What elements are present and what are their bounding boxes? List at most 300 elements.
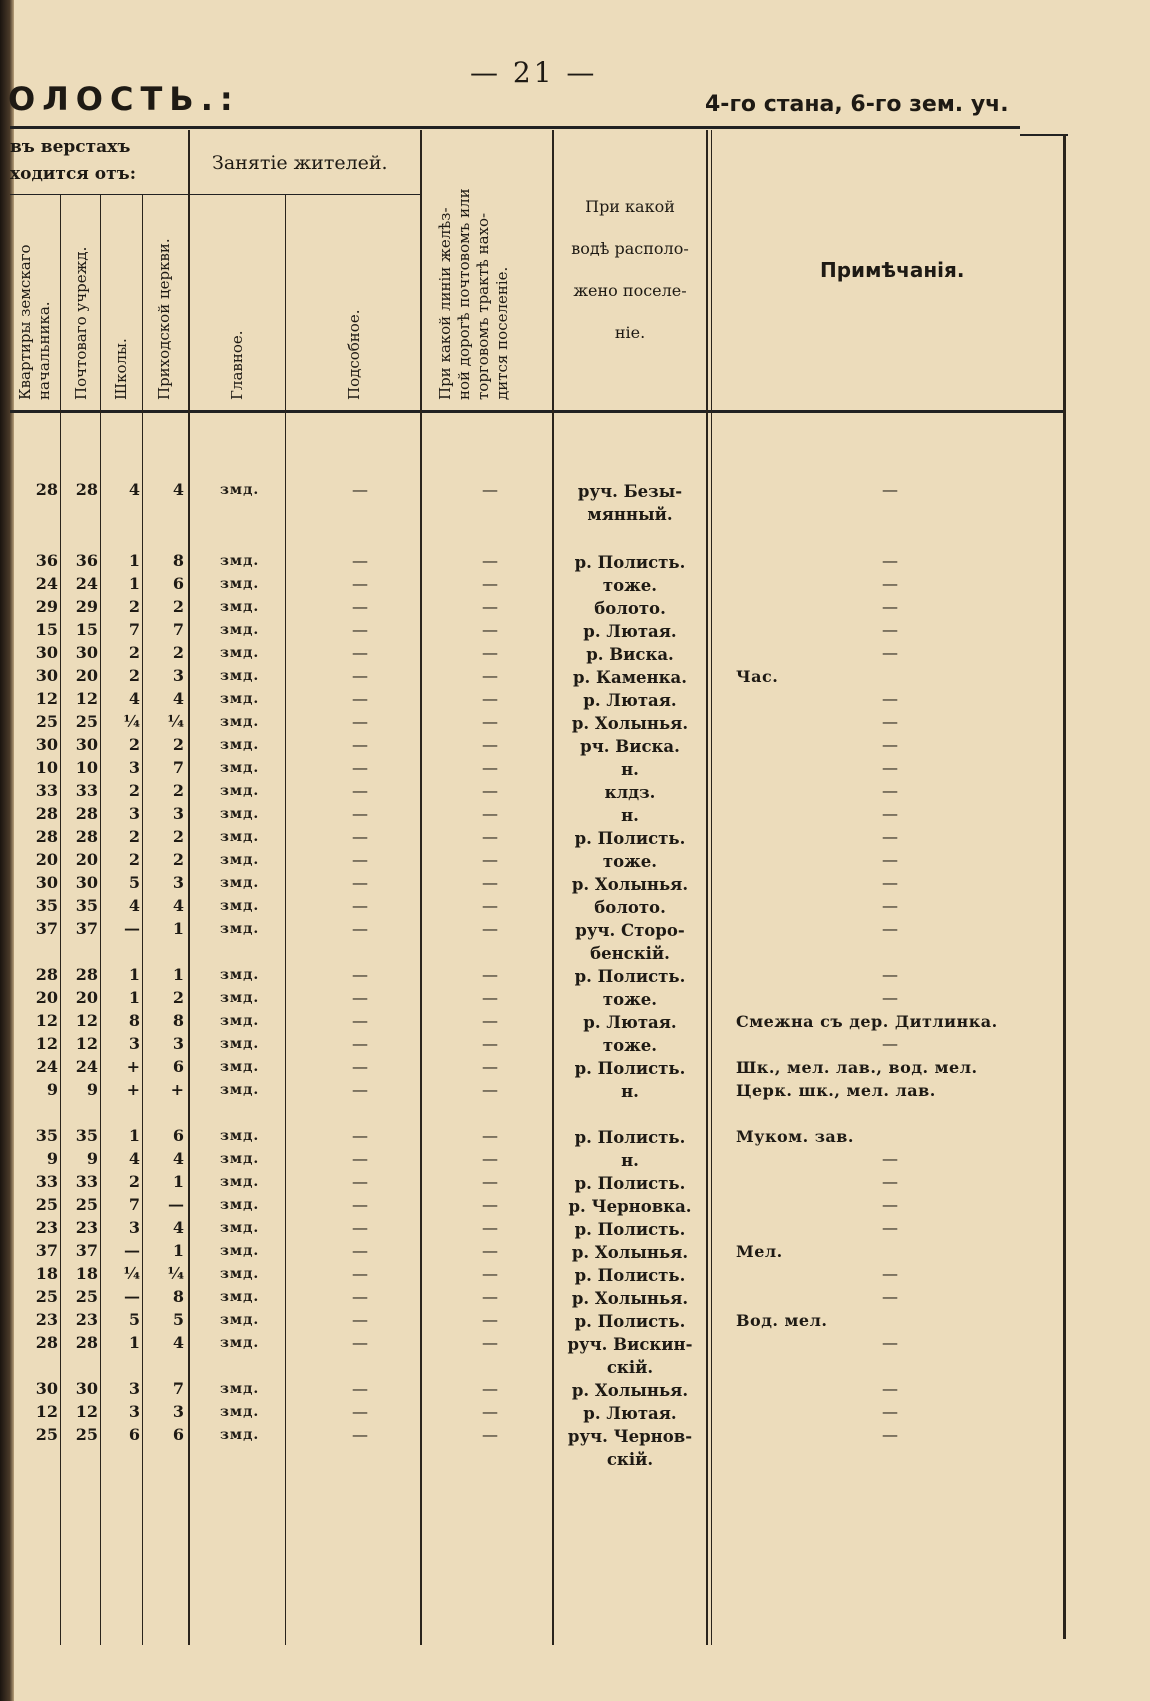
- road-cell: —: [482, 896, 498, 915]
- aux-occupation-cell: —: [352, 620, 368, 639]
- road-cell: —: [482, 1333, 498, 1352]
- water-cell: клдз.: [604, 783, 656, 802]
- dist-zemsky-cell: 9: [46, 1080, 58, 1099]
- road-cell: —: [482, 1241, 498, 1260]
- main-occupation-cell: змд.: [220, 714, 260, 730]
- notes-cell: —: [882, 735, 898, 754]
- dist-zemsky-cell: 25: [35, 1425, 58, 1444]
- dist-post-cell: 28: [75, 480, 98, 499]
- col-rule: [188, 130, 190, 1645]
- road-cell: —: [482, 1310, 498, 1329]
- main-occupation-cell: змд.: [220, 1404, 260, 1420]
- notes-cell: —: [882, 1287, 898, 1306]
- dist-post-cell: 37: [75, 1241, 98, 1260]
- road-cell: —: [482, 965, 498, 984]
- dist-school-cell: 1: [128, 965, 140, 984]
- dist-post-cell: 30: [75, 735, 98, 754]
- notes-cell: —: [882, 850, 898, 869]
- water-cell: р. Полисть.: [574, 967, 686, 986]
- main-occupation-cell: змд.: [220, 898, 260, 914]
- water-cell: р. Полисть.: [574, 829, 686, 848]
- main-occupation-cell: змд.: [220, 852, 260, 868]
- dist-post-cell: 25: [75, 1195, 98, 1214]
- road-cell: —: [482, 1195, 498, 1214]
- col-rule: [60, 195, 61, 1645]
- dist-post-cell: 9: [86, 1080, 98, 1099]
- dist-church-cell: ¼: [167, 712, 184, 731]
- dist-post-cell: 30: [75, 1379, 98, 1398]
- dist-zemsky-cell: 37: [35, 1241, 58, 1260]
- notes-cell: —: [882, 1149, 898, 1168]
- dist-school-cell: 1: [128, 574, 140, 593]
- aux-occupation-cell: —: [352, 1379, 368, 1398]
- notes-cell: —: [882, 873, 898, 892]
- aux-occupation-cell: —: [352, 781, 368, 800]
- dist-church-cell: +: [170, 1080, 184, 1099]
- dist-zemsky-cell: 30: [35, 735, 58, 754]
- dist-school-cell: 2: [128, 666, 140, 685]
- dist-church-cell: 8: [172, 551, 184, 570]
- dist-church-cell: 2: [172, 643, 184, 662]
- main-occupation-cell: змд.: [220, 967, 260, 983]
- dist-church-cell: 4: [172, 689, 184, 708]
- road-cell: —: [482, 804, 498, 823]
- aux-occupation-cell: —: [352, 574, 368, 593]
- aux-occupation-cell: —: [352, 988, 368, 1007]
- main-occupation-cell: змд.: [220, 829, 260, 845]
- main-occupation-cell: змд.: [220, 806, 260, 822]
- water-cell: н.: [621, 760, 639, 779]
- dist-school-cell: 5: [128, 873, 140, 892]
- zemsky-distance-header: Квартиры земскаго начальника.: [16, 244, 53, 400]
- dist-school-cell: 6: [128, 1425, 140, 1444]
- dist-school-cell: 4: [128, 689, 140, 708]
- aux-occupation-cell: —: [352, 1425, 368, 1444]
- main-occupation-cell: змд.: [220, 622, 260, 638]
- main-occupation-cell: змд.: [220, 1312, 260, 1328]
- school-distance-header: Школы.: [112, 338, 130, 400]
- dist-school-cell: 3: [128, 804, 140, 823]
- dist-zemsky-cell: 28: [35, 1333, 58, 1352]
- dist-post-cell: 35: [75, 896, 98, 915]
- dist-post-cell: 35: [75, 1126, 98, 1145]
- dist-school-cell: 5: [128, 1310, 140, 1329]
- aux-occupation-cell: —: [352, 873, 368, 892]
- dist-post-cell: 20: [75, 850, 98, 869]
- dist-church-cell: 2: [172, 735, 184, 754]
- notes-cell: Церк. шк., мел. лав.: [736, 1081, 936, 1100]
- header-bottom-rule: [10, 410, 1063, 413]
- road-cell: —: [482, 1126, 498, 1145]
- notes-cell: —: [882, 551, 898, 570]
- col-rule: [100, 195, 101, 1645]
- dist-church-cell: 2: [172, 850, 184, 869]
- road-cell: —: [482, 712, 498, 731]
- water-cell: р. Полисть.: [574, 1059, 686, 1078]
- notes-cell: —: [882, 1264, 898, 1283]
- dist-church-cell: 6: [172, 1126, 184, 1145]
- dist-post-cell: 9: [86, 1149, 98, 1168]
- dist-post-cell: 28: [75, 827, 98, 846]
- dist-school-cell: ¼: [123, 1264, 140, 1283]
- dist-church-cell: ¼: [167, 1264, 184, 1283]
- dist-church-cell: 6: [172, 1057, 184, 1076]
- water-cell: н.: [621, 1151, 639, 1170]
- dist-post-cell: 29: [75, 597, 98, 616]
- road-cell: —: [482, 873, 498, 892]
- dist-church-cell: 2: [172, 827, 184, 846]
- dist-post-cell: 28: [75, 804, 98, 823]
- aux-occupation-cell: —: [352, 1287, 368, 1306]
- dist-post-cell: 12: [75, 1402, 98, 1421]
- dist-school-cell: 3: [128, 1034, 140, 1053]
- dist-post-cell: 30: [75, 873, 98, 892]
- aux-occupation-cell: —: [352, 712, 368, 731]
- dist-school-cell: 4: [128, 1149, 140, 1168]
- notes-cell: —: [882, 1172, 898, 1191]
- dist-post-cell: 10: [75, 758, 98, 777]
- dist-church-cell: 4: [172, 480, 184, 499]
- dist-zemsky-cell: 25: [35, 1287, 58, 1306]
- notes-cell: Час.: [736, 667, 779, 686]
- water-cell: р. Полисть.: [574, 1128, 686, 1147]
- water-cell: р. Каменка.: [573, 668, 687, 687]
- dist-church-cell: 1: [172, 919, 184, 938]
- dist-school-cell: 1: [128, 1333, 140, 1352]
- dist-church-cell: 2: [172, 597, 184, 616]
- notes-cell: —: [882, 1425, 898, 1444]
- dist-church-cell: 3: [172, 1034, 184, 1053]
- main-occupation-cell: змд.: [220, 1082, 260, 1098]
- dist-school-cell: 8: [128, 1011, 140, 1030]
- dist-church-cell: 7: [172, 1379, 184, 1398]
- notes-cell: —: [882, 643, 898, 662]
- main-occupation-cell: змд.: [220, 1427, 260, 1443]
- water-cell: тоже.: [602, 852, 658, 871]
- main-occupation-cell: змд.: [220, 691, 260, 707]
- water-cell: н.: [621, 806, 639, 825]
- aux-occupation-cell: —: [352, 1402, 368, 1421]
- main-occupation-header: Главное.: [228, 330, 246, 400]
- road-cell: —: [482, 1218, 498, 1237]
- col-rule: [420, 130, 422, 1645]
- notes-cell: —: [882, 1333, 898, 1352]
- dist-post-cell: 37: [75, 919, 98, 938]
- aux-occupation-cell: —: [352, 850, 368, 869]
- notes-cell: —: [882, 597, 898, 616]
- main-occupation-cell: змд.: [220, 1197, 260, 1213]
- dist-church-cell: 4: [172, 896, 184, 915]
- water-cell: р. Лютая.: [583, 1404, 677, 1423]
- col-rule: [706, 130, 708, 1645]
- dist-zemsky-cell: 20: [35, 850, 58, 869]
- aux-occupation-cell: —: [352, 551, 368, 570]
- main-occupation-cell: змд.: [220, 783, 260, 799]
- dist-church-cell: —: [168, 1195, 184, 1214]
- notes-cell: —: [882, 896, 898, 915]
- water-cell: руч. Безы- мянный.: [577, 482, 683, 524]
- dist-post-cell: 20: [75, 988, 98, 1007]
- dist-zemsky-cell: 15: [35, 620, 58, 639]
- road-cell: —: [482, 574, 498, 593]
- dist-zemsky-cell: 37: [35, 919, 58, 938]
- road-cell: —: [482, 1379, 498, 1398]
- table-top-rule: [10, 126, 1020, 129]
- road-cell: —: [482, 988, 498, 1007]
- dist-school-cell: 7: [128, 620, 140, 639]
- dist-post-cell: 28: [75, 965, 98, 984]
- main-occupation-cell: змд.: [220, 990, 260, 1006]
- dist-church-cell: 4: [172, 1218, 184, 1237]
- water-cell: руч. Чернов- скій.: [567, 1427, 693, 1469]
- dist-school-cell: 1: [128, 551, 140, 570]
- dist-post-cell: 12: [75, 1011, 98, 1030]
- dist-zemsky-cell: 30: [35, 666, 58, 685]
- dist-post-cell: 20: [75, 666, 98, 685]
- dist-church-cell: 6: [172, 1425, 184, 1444]
- road-cell: —: [482, 758, 498, 777]
- table-right-rule: [1063, 134, 1066, 1639]
- aux-occupation-cell: —: [352, 597, 368, 616]
- dist-zemsky-cell: 23: [35, 1310, 58, 1329]
- dist-zemsky-cell: 25: [35, 712, 58, 731]
- aux-occupation-cell: —: [352, 1057, 368, 1076]
- dist-school-cell: 3: [128, 758, 140, 777]
- aux-occupation-cell: —: [352, 1310, 368, 1329]
- notes-cell: Вод. мел.: [736, 1311, 828, 1330]
- main-occupation-cell: змд.: [220, 737, 260, 753]
- water-cell: р. Полисть.: [574, 1174, 686, 1193]
- road-cell: —: [482, 620, 498, 639]
- road-cell: —: [482, 1149, 498, 1168]
- road-cell: —: [482, 1402, 498, 1421]
- dist-school-cell: 1: [128, 1126, 140, 1145]
- dist-zemsky-cell: 9: [46, 1149, 58, 1168]
- road-cell: —: [482, 1011, 498, 1030]
- main-occupation-cell: змд.: [220, 553, 260, 569]
- water-cell: руч. Вискин- скій.: [567, 1335, 693, 1377]
- dist-school-cell: 7: [128, 1195, 140, 1214]
- page-number: — 21 —: [470, 56, 598, 89]
- water-cell: р. Холынья.: [571, 875, 689, 894]
- dist-church-cell: 7: [172, 620, 184, 639]
- dist-zemsky-cell: 10: [35, 758, 58, 777]
- dist-school-cell: 3: [128, 1218, 140, 1237]
- main-occupation-cell: змд.: [220, 1335, 260, 1351]
- notes-cell: Мел.: [736, 1242, 783, 1261]
- main-occupation-cell: змд.: [220, 1220, 260, 1236]
- road-cell: —: [482, 666, 498, 685]
- dist-zemsky-cell: 18: [35, 1264, 58, 1283]
- water-cell: р. Лютая.: [583, 1013, 677, 1032]
- dist-zemsky-cell: 12: [35, 1011, 58, 1030]
- main-occupation-cell: змд.: [220, 576, 260, 592]
- distance-group-header: въ верстахъ ходится отъ:: [10, 137, 136, 184]
- aux-occupation-cell: —: [352, 666, 368, 685]
- main-occupation-cell: змд.: [220, 1381, 260, 1397]
- aux-occupation-cell: —: [352, 758, 368, 777]
- dist-zemsky-cell: 25: [35, 1195, 58, 1214]
- dist-zemsky-cell: 12: [35, 1402, 58, 1421]
- main-occupation-cell: змд.: [220, 875, 260, 891]
- dist-church-cell: 2: [172, 988, 184, 1007]
- main-occupation-cell: змд.: [220, 1289, 260, 1305]
- aux-occupation-cell: —: [352, 1241, 368, 1260]
- water-cell: р. Полисть.: [574, 1220, 686, 1239]
- aux-occupation-cell: —: [352, 480, 368, 499]
- aux-occupation-cell: —: [352, 1126, 368, 1145]
- dist-school-cell: 4: [128, 896, 140, 915]
- aux-occupation-cell: —: [352, 827, 368, 846]
- main-occupation-cell: змд.: [220, 760, 260, 776]
- aux-occupation-cell: —: [352, 735, 368, 754]
- dist-school-cell: 3: [128, 1379, 140, 1398]
- dist-school-cell: +: [126, 1057, 140, 1076]
- dist-zemsky-cell: 28: [35, 965, 58, 984]
- dist-church-cell: 4: [172, 1333, 184, 1352]
- notes-cell: —: [882, 480, 898, 499]
- dist-church-cell: 3: [172, 804, 184, 823]
- dist-zemsky-cell: 28: [35, 480, 58, 499]
- page-title-left: ОЛОСТЬ.:: [8, 80, 240, 118]
- dist-school-cell: 2: [128, 781, 140, 800]
- aux-occupation-cell: —: [352, 896, 368, 915]
- main-occupation-cell: змд.: [220, 1151, 260, 1167]
- notes-cell: —: [882, 758, 898, 777]
- road-line-header: При какой линіи желѣз- ной дорогѣ почтовомъ или торговомъ трактѣ нахо- дится поселеніе.: [436, 188, 511, 400]
- dist-zemsky-cell: 24: [35, 574, 58, 593]
- dist-post-cell: 23: [75, 1310, 98, 1329]
- dist-post-cell: 18: [75, 1264, 98, 1283]
- dist-post-cell: 25: [75, 1425, 98, 1444]
- water-cell: р. Лютая.: [583, 691, 677, 710]
- dist-post-cell: 23: [75, 1218, 98, 1237]
- notes-cell: Шк., мел. лав., вод. мел.: [736, 1058, 978, 1077]
- water-cell: руч. Сторо- бенскій.: [575, 921, 685, 963]
- dist-church-cell: 6: [172, 574, 184, 593]
- dist-zemsky-cell: 23: [35, 1218, 58, 1237]
- road-cell: —: [482, 643, 498, 662]
- dist-zemsky-cell: 35: [35, 896, 58, 915]
- road-cell: —: [482, 1080, 498, 1099]
- notes-cell: —: [882, 1379, 898, 1398]
- dist-zemsky-cell: 24: [35, 1057, 58, 1076]
- main-occupation-cell: змд.: [220, 1243, 260, 1259]
- main-occupation-cell: змд.: [220, 1036, 260, 1052]
- road-cell: —: [482, 1172, 498, 1191]
- dist-post-cell: 33: [75, 1172, 98, 1191]
- dist-post-cell: 12: [75, 689, 98, 708]
- page-title-right: 4-го стана, 6-го зем. уч.: [705, 92, 1009, 117]
- dist-school-cell: 2: [128, 735, 140, 754]
- dist-zemsky-cell: 12: [35, 1034, 58, 1053]
- notes-cell: Смежна съ дер. Дитлинка.: [736, 1012, 998, 1031]
- road-cell: —: [482, 735, 498, 754]
- group-header-rule: [10, 194, 420, 195]
- table-top-rule-right: [1020, 134, 1068, 136]
- road-cell: —: [482, 1264, 498, 1283]
- dist-post-cell: 25: [75, 712, 98, 731]
- aux-occupation-cell: —: [352, 1080, 368, 1099]
- aux-occupation-cell: —: [352, 1218, 368, 1237]
- dist-church-cell: 5: [172, 1310, 184, 1329]
- notes-cell: —: [882, 988, 898, 1007]
- dist-zemsky-cell: 12: [35, 689, 58, 708]
- aux-occupation-cell: —: [352, 689, 368, 708]
- occupation-group-header: Занятіе жителей.: [212, 152, 388, 174]
- notes-cell: —: [882, 712, 898, 731]
- road-cell: —: [482, 597, 498, 616]
- water-cell: р. Виска.: [586, 645, 674, 664]
- notes-cell: —: [882, 804, 898, 823]
- dist-post-cell: 15: [75, 620, 98, 639]
- dist-post-cell: 12: [75, 1034, 98, 1053]
- aux-occupation-cell: —: [352, 643, 368, 662]
- dist-church-cell: 1: [172, 1241, 184, 1260]
- aux-occupation-cell: —: [352, 1195, 368, 1214]
- road-cell: —: [482, 480, 498, 499]
- dist-school-cell: 2: [128, 827, 140, 846]
- aux-occupation-cell: —: [352, 804, 368, 823]
- road-cell: —: [482, 850, 498, 869]
- notes-cell: —: [882, 1195, 898, 1214]
- aux-occupation-cell: —: [352, 1333, 368, 1352]
- notes-cell: —: [882, 1218, 898, 1237]
- post-distance-header: Почтоваго учрежд.: [72, 246, 90, 400]
- dist-school-cell: 3: [128, 1402, 140, 1421]
- dist-post-cell: 24: [75, 1057, 98, 1076]
- dist-church-cell: 8: [172, 1287, 184, 1306]
- road-cell: —: [482, 919, 498, 938]
- main-occupation-cell: змд.: [220, 1059, 260, 1075]
- dist-school-cell: —: [124, 1241, 140, 1260]
- water-cell: р. Лютая.: [583, 622, 677, 641]
- aux-occupation-cell: —: [352, 1264, 368, 1283]
- dist-church-cell: 3: [172, 873, 184, 892]
- dist-church-cell: 1: [172, 1172, 184, 1191]
- notes-cell: —: [882, 827, 898, 846]
- water-cell: р. Холынья.: [571, 1289, 689, 1308]
- dist-school-cell: +: [126, 1080, 140, 1099]
- notes-cell: —: [882, 689, 898, 708]
- dist-zemsky-cell: 30: [35, 643, 58, 662]
- dist-zemsky-cell: 33: [35, 1172, 58, 1191]
- aux-occupation-header: Подсобное.: [345, 309, 363, 400]
- dist-church-cell: 7: [172, 758, 184, 777]
- aux-occupation-cell: —: [352, 965, 368, 984]
- main-occupation-cell: змд.: [220, 668, 260, 684]
- road-cell: —: [482, 1057, 498, 1076]
- main-occupation-cell: змд.: [220, 1013, 260, 1029]
- dist-post-cell: 30: [75, 643, 98, 662]
- main-occupation-cell: змд.: [220, 1266, 260, 1282]
- dist-church-cell: 3: [172, 666, 184, 685]
- dist-church-cell: 1: [172, 965, 184, 984]
- water-cell: болото.: [594, 898, 666, 917]
- dist-zemsky-cell: 35: [35, 1126, 58, 1145]
- dist-post-cell: 25: [75, 1287, 98, 1306]
- road-cell: —: [482, 551, 498, 570]
- dist-zemsky-cell: 29: [35, 597, 58, 616]
- water-cell: р. Полисть.: [574, 1266, 686, 1285]
- water-cell: р. Черновка.: [568, 1197, 692, 1216]
- dist-zemsky-cell: 28: [35, 827, 58, 846]
- dist-school-cell: 2: [128, 850, 140, 869]
- dist-post-cell: 33: [75, 781, 98, 800]
- water-cell: р. Холынья.: [571, 1381, 689, 1400]
- water-cell: тоже.: [602, 576, 658, 595]
- road-cell: —: [482, 1425, 498, 1444]
